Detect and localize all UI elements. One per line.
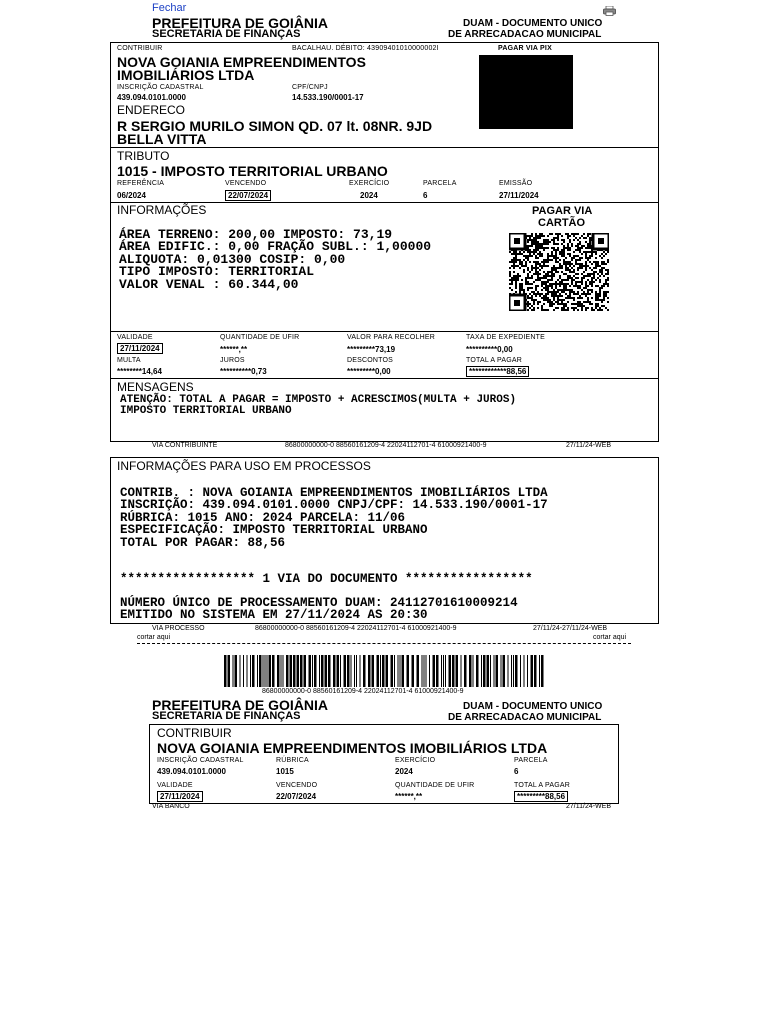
- recolher-value: *********73,19: [347, 345, 396, 354]
- footer1-date: 27/11/24-WEB: [566, 442, 612, 449]
- juros-label: JUROS: [220, 357, 245, 364]
- bank-total-value: *********88,56: [514, 791, 568, 802]
- multa-label: MULTA: [117, 357, 141, 364]
- bank-rubrica-value: 1015: [276, 767, 294, 776]
- info-line: VALOR VENAL : 60.344,00: [119, 276, 299, 292]
- card-label-1: PAGAR VIA: [532, 205, 593, 217]
- card-label-2: CARTÃO: [538, 217, 586, 229]
- total-label: TOTAL A PAGAR: [466, 357, 523, 364]
- duam-number-line: NÚMERO ÚNICO DE PROCESSAMENTO DUAM: 24112701610009214: [120, 596, 518, 610]
- bank-venc-label: VENCENDO: [276, 782, 318, 789]
- tributo-name: 1015 - IMPOSTO TERRITORIAL URBANO: [117, 163, 388, 179]
- ufir-label: QUANTIDADE DE UFIR: [220, 334, 300, 341]
- footer2-date: 27/11/24-27/11/24-WEB: [533, 625, 608, 632]
- via-contribuinte: VIA CONTRIBUINTE: [152, 442, 218, 449]
- referencia-value: 06/2024: [117, 191, 146, 200]
- doc-type-line1: DUAM - DOCUMENTO UNICO: [463, 18, 603, 29]
- bank-total-label: TOTAL A PAGAR: [514, 782, 571, 789]
- cpf-value: 14.533.190/0001-17: [292, 93, 364, 102]
- contrib-label: CONTRIBUIR: [117, 45, 163, 52]
- informacoes-label: INFORMAÇÕES: [117, 203, 207, 217]
- processos-line: INSCRIÇÃO: 439.094.0101.0000 CNPJ/CPF: 14.533.190/0001-17: [120, 498, 548, 512]
- doc-type-bank-line2: DE ARRECADACAO MUNICIPAL: [448, 712, 602, 723]
- endereco-line1: R SERGIO MURILO SIMON QD. 07 lt. 08NR. 9JD: [117, 118, 433, 134]
- exercicio-value: 2024: [360, 191, 378, 200]
- expediente-value: **********0,00: [466, 345, 513, 354]
- bank-valid-label: VALIDADE: [157, 782, 193, 789]
- doc-type-bank-line1: DUAM - DOCUMENTO UNICO: [463, 701, 603, 712]
- org-name: PREFEITURA DE GOIÂNIA: [152, 15, 329, 31]
- bank-exer-value: 2024: [395, 767, 413, 776]
- contrib-name-line2: IMOBILIÁRIOS LTDA: [117, 67, 255, 83]
- mensagem-line2: IMPOSTO TERRITORIAL URBANO: [120, 405, 292, 417]
- tributo-label: TRIBUTO: [117, 149, 170, 163]
- vencendo-value: 22/07/2024: [225, 190, 271, 201]
- org-dept-bank: SECRETARIA DE FINANÇAS: [152, 710, 301, 722]
- mensagem-line1: ATENÇÃO: TOTAL A PAGAR = IMPOSTO + ACRESCIMOS(MULTA + JUROS): [120, 394, 517, 406]
- info-line: ÁREA TERRENO: 200,00 IMPOSTO: 73,19: [119, 226, 393, 242]
- bank-ufir-value: ******,**: [395, 792, 423, 801]
- cut-line: [137, 643, 631, 644]
- emitido-line: EMITIDO NO SISTEMA EM 27/11/2024 AS 20:30: [120, 608, 428, 622]
- endereco-line2: BELLA VITTA: [117, 131, 207, 147]
- bank-insc-value: 439.094.0101.0000: [157, 767, 226, 776]
- close-link[interactable]: Fechar: [152, 2, 187, 14]
- bank-footer-date: 27/11/24-WEB: [566, 803, 612, 810]
- total-value: ************88,56: [466, 366, 529, 377]
- pix-qr-redacted: [479, 55, 573, 129]
- footer1-code: 86800000000-0 88560161209-4 22024112701-4 61000921400-9: [285, 442, 487, 449]
- validade-value: 27/11/2024: [117, 343, 163, 354]
- cut-here-right: cortar aqui: [593, 634, 627, 641]
- multa-value: ********14,64: [117, 367, 162, 376]
- emissao-label: EMISSÃO: [499, 180, 533, 187]
- bank-exer-label: EXERCÍCIO: [395, 757, 436, 764]
- inscricao-label: INSCRIÇÃO CADASTRAL: [117, 84, 204, 91]
- emissao-value: 27/11/2024: [499, 191, 539, 200]
- bacalhau-debito: BACALHAU. DÉBITO: 43909401010000002I: [292, 45, 439, 52]
- via-processo: VIA PROCESSO: [152, 625, 205, 632]
- processos-lines: [120, 474, 548, 549]
- juros-value: **********0,73: [220, 367, 267, 376]
- footer2-code: 86800000000-0 88560161209-4 22024112701-4 61000921400-9: [255, 625, 457, 632]
- cut-here-left: cortar aqui: [137, 634, 171, 641]
- org-name-bank: PREFEITURA DE GOIÂNIA: [152, 697, 329, 713]
- parcela-value: 6: [423, 191, 428, 200]
- via-documento-line: ****************** 1 VIA DO DOCUMENTO *****************: [120, 572, 533, 586]
- barcode-digits: 86800000000-0 88560161209-4 22024112701-4 61000921400-9: [262, 688, 464, 695]
- bank-ufir-label: QUANTIDADE DE UFIR: [395, 782, 475, 789]
- endereco-label: ENDERECO: [117, 103, 186, 117]
- parcela-label: PARCELA: [423, 180, 457, 187]
- info-lines: [119, 216, 431, 291]
- payment-barcode: [224, 655, 544, 687]
- referencia-label: REFERÊNCIA: [117, 180, 165, 187]
- info-line: ALIQUOTA: 0,01300 COSIP: 0,00: [119, 251, 346, 267]
- bank-valid-value: 27/11/2024: [157, 791, 203, 802]
- descontos-value: *********0,00: [347, 367, 391, 376]
- vencendo-label: VENCENDO: [225, 180, 267, 187]
- processos-label: INFORMAÇÕES PARA USO EM PROCESSOS: [117, 459, 371, 473]
- cpf-label: CPF/CNPJ: [292, 84, 328, 91]
- expediente-label: TAXA DE EXPEDIENTE: [466, 334, 545, 341]
- descontos-label: DESCONTOS: [347, 357, 394, 364]
- bank-parc-value: 6: [514, 767, 519, 776]
- info-line: TIPO IMPOSTO: TERRITORIAL: [119, 264, 315, 279]
- ufir-value: ******,**: [220, 345, 248, 354]
- exercicio-label: EXERCÍCIO: [349, 180, 390, 187]
- card-qr-code: [509, 233, 609, 311]
- processos-line: CONTRIB. : NOVA GOIANIA EMPREENDIMENTOS IMOBILIÁRIOS LTDA: [120, 485, 548, 500]
- processos-line: TOTAL POR PAGAR: 88,56: [120, 535, 286, 550]
- info-line: ÁREA EDIFIC.: 0,00 FRAÇÃO SUBL.: 1,00000: [119, 239, 432, 254]
- processos-line: RÚBRICA: 1015 ANO: 2024 PARCELA: 11/06: [120, 510, 406, 525]
- recolher-label: VALOR PARA RECOLHER: [347, 334, 435, 341]
- printer-icon[interactable]: [603, 3, 616, 13]
- contrib-name-line1: NOVA GOIANIA EMPREENDIMENTOS: [117, 54, 366, 70]
- validade-label: VALIDADE: [117, 334, 153, 341]
- bank-insc-label: INSCRIÇÃO CADASTRAL: [157, 757, 244, 764]
- bank-parc-label: PARCELA: [514, 757, 548, 764]
- via-banco: VIA BANCO: [152, 803, 190, 810]
- bank-contrib-name: NOVA GOIANIA EMPREENDIMENTOS IMOBILIÁRIOS LTDA: [157, 740, 548, 756]
- inscricao-value: 439.094.0101.0000: [117, 93, 186, 102]
- processos-line: ESPECIFICAÇÃO: IMPOSTO TERRITORIAL URBANO: [120, 523, 428, 537]
- bank-rubrica-label: RÚBRICA: [276, 757, 309, 764]
- mensagens-label: MENSAGENS: [117, 380, 194, 394]
- pix-label: PAGAR VIA PIX: [498, 45, 552, 52]
- bank-venc-value: 22/07/2024: [276, 792, 317, 801]
- bank-contrib-label: CONTRIBUIR: [157, 726, 232, 740]
- org-dept: SECRETARIA DE FINANÇAS: [152, 28, 301, 40]
- doc-type-line2: DE ARRECADACAO MUNICIPAL: [448, 29, 602, 40]
